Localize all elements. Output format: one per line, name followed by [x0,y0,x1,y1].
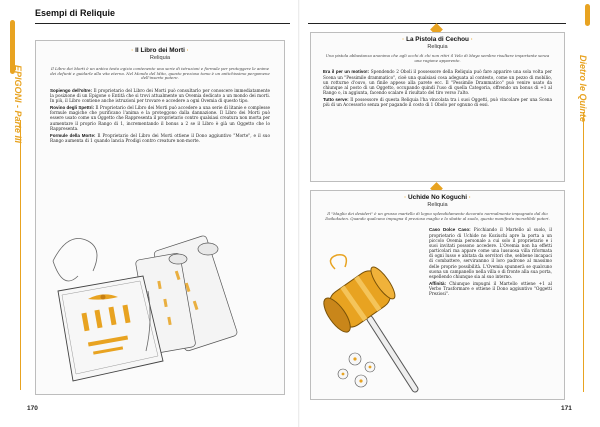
mallet-illustration [315,249,430,399]
paragraph: Era il per un motivo!: Spendendo 2 Oboli il possessore della Reliquia può fare apparire una sola volta per Scena un "Pessimile drammatico", cioè una qualsiasi cosa adeguata al contesto, come un pezzo di mobilio, un rotturne d'ouvo, un finile appeso alla parete ecc. Il "Pessimile Drammatico" può venire usato da chiunque al posto di un Oggetto, occupando quindi l'uso di quella Categoria, offrendo un bonus di +1 al Rango o, in aggiunta, facendo scalare il risultato del tiro verso l'alto. [323,69,552,96]
card-flavor: Una pistola abbastanza anonima che agli occhi di chi non ritiri il Velo di Maya sembra risultare importante senza una ragione apparente. [325,53,550,63]
card-body [323,69,552,107]
paragraph: Caso Dolce Caso: Picchiando il Martello al suolo, il proprietario di Uchide no Koziuchi apre la porta a un piccolo Ovemia personale a cui solo il proprietario e i suoi invitati possono accedere. L'Ovemia non ha effetti particolari ma appare come una lussuosa villa riformata di ogni lusso e abitata da servitori che, sebbene incapaci di combattere, servirannno il loro padrone al massimo delle proprie possibilità. L'Ovemia spunnerà se qualcuno suona un campanello nella villa o di fronte alla sua porta, espellendo chiunque sia al suo interno. [429,227,552,279]
side-label: Dietro le Quinte [578,55,588,123]
card-body [429,227,552,296]
paragraph: Tutto serve: Il possessore di questa Reliquia l'ha vincolata tra i suoi Oggetti, può vincolare per una Scena più di un Accessorio senza per pagando il costo di 1 Obolo per ognuno di essi. [323,96,552,107]
title-rule [35,23,290,24]
page-number: 171 [561,405,572,412]
side-label: EPIGONI - Parte III [13,65,23,144]
card-flavor: Il "Maglio dei desideri" è un grosso martello di legno splendidamente decorato normalmente impugnato dal dio Daikokuten. Quando qualcuno impugna il prezioso maglio e lo sbatte al suolo, questo manifesta incredibili poteri. [325,211,550,221]
section-title: Esempi di Reliquie [35,8,116,18]
card-title: · Il Libro dei Morti · [131,47,189,54]
relic-card-libro-dei-morti [35,40,285,395]
card-title: · Uchide No Koguchi · [404,194,471,201]
card-subtitle: Reliquia [149,55,171,61]
side-line [20,120,21,390]
card-body [50,88,270,143]
card-subtitle: Reliquia [427,202,448,208]
paragraph: Rovino degli Spettri: Il Proprietario del Libro dei Morti può accedere a una serie di litanie e complesse formule magiche che purificano l'anima e la proteggono dalla dannazione. Il Libro dei Morti può essere usato come un Oggetto che Rappresenta il proprietario contro qualsiasi creatura non morta per aumentare il proprio Rango di 1, incrementando il bonus a 2 se il Libro è già un Oggetto che lo Rappresenta. [50,105,270,131]
relic-card-pistola [310,32,565,182]
side-line [583,112,584,392]
relic-card-uchide [310,190,565,400]
page-number: 170 [27,405,38,412]
card-subtitle: Reliquia [427,44,448,50]
side-tab [585,4,590,26]
paragraph: Formule della Morte: Il Proprietario del Libro dei Morti ottiene il Dono aggiuntivo "Morte", e il suo Rango aumenta di 1 quando lancia Prodigi contro creature non-morte. [50,132,270,143]
paragraph: Sopiengo dell'oltre: Il proprietario del Libro dei Morti può consultarlo per conoscere immediatamente la posizione di un Epigone o Entità che si trovi attualmente un Ovemia dedicato a un mondo dei morti. In più, il Libro contiene anche istruzioni per trovare e accedere a ogni Ovemia di questo tipo. [50,88,270,104]
paragraph: Affinità: Chiunque impugni il Martello ottiene +1 al Verbo Trasformare e ottiene il Dono aggiuntivo "Oggetti Preziosi". [429,280,552,296]
right-page [300,0,600,427]
card-title: · La Pistola di Cechou · [402,36,473,43]
book-of-dead-illustration [48,221,238,386]
card-flavor: Il Libro dei Morti è un antico testo egizio contenente una serie di istruzioni e formule per proteggere le anime dei defunti e guidarle alla vita eterna. Nel Mondo del Mito, questo prezioso tomo è un antichissimo pergamene dell'inserto potere. [50,66,270,81]
